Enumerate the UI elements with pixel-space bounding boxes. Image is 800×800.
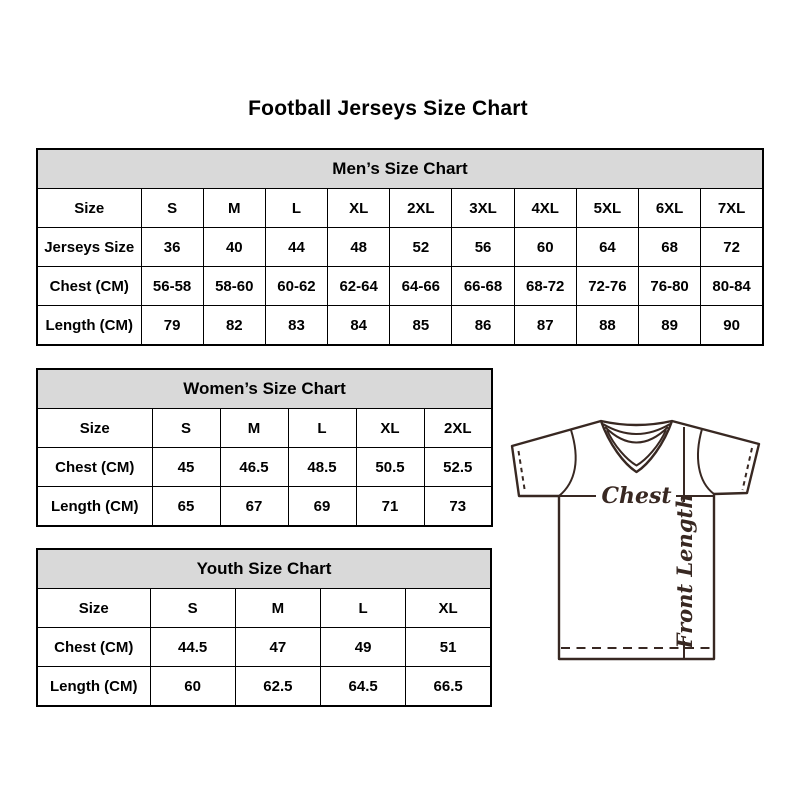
size-cell: 5XL <box>576 189 638 228</box>
womens-table-header: Women’s Size Chart <box>37 369 492 409</box>
left-sleeve-seam <box>559 430 576 496</box>
row-label: Size <box>37 189 141 228</box>
right-cuff-dashed-line <box>743 448 753 490</box>
table-row <box>37 409 492 448</box>
right-sleeve-seam <box>698 429 714 494</box>
size-cell: 58-60 <box>203 267 265 306</box>
front-length-label: Front Length <box>672 493 697 649</box>
size-cell: 76-80 <box>639 267 701 306</box>
size-cell: 62-64 <box>328 267 390 306</box>
size-cell: 3XL <box>452 189 514 228</box>
size-cell: 68 <box>639 228 701 267</box>
size-cell: XL <box>328 189 390 228</box>
size-cell: 47 <box>235 628 320 667</box>
left-cuff-dashed-line <box>519 451 526 492</box>
size-cell: 64-66 <box>390 267 452 306</box>
size-cell: 60 <box>150 667 235 707</box>
chest-label: Chest <box>601 483 672 509</box>
size-cell: 60-62 <box>265 267 327 306</box>
size-cell: 65 <box>152 487 220 527</box>
size-cell: 40 <box>203 228 265 267</box>
row-label: Size <box>37 589 150 628</box>
size-cell: 86 <box>452 306 514 346</box>
size-cell: 6XL <box>639 189 701 228</box>
size-cell: 60 <box>514 228 576 267</box>
size-cell: XL <box>406 589 491 628</box>
youth-table-header: Youth Size Chart <box>37 549 491 589</box>
size-cell: 88 <box>576 306 638 346</box>
table-row <box>37 589 491 628</box>
table-row <box>37 189 763 228</box>
mens-table-header: Men’s Size Chart <box>37 149 763 189</box>
row-label: Chest (CM) <box>37 267 141 306</box>
size-cell: 2XL <box>390 189 452 228</box>
size-cell: S <box>152 409 220 448</box>
table-row <box>37 667 491 707</box>
size-cell: 82 <box>203 306 265 346</box>
row-label: Size <box>37 409 152 448</box>
size-cell: 50.5 <box>356 448 424 487</box>
size-cell: 84 <box>328 306 390 346</box>
size-cell: 83 <box>265 306 327 346</box>
size-cell: 80-84 <box>701 267 763 306</box>
size-cell: 46.5 <box>220 448 288 487</box>
size-cell: L <box>288 409 356 448</box>
table-row <box>37 487 492 527</box>
size-cell: 7XL <box>701 189 763 228</box>
size-cell: 87 <box>514 306 576 346</box>
page-title: Football Jerseys Size Chart <box>248 97 528 120</box>
size-cell: 52 <box>390 228 452 267</box>
size-cell: 2XL <box>424 409 492 448</box>
mens-size-table <box>36 148 764 346</box>
size-cell: 71 <box>356 487 424 527</box>
size-cell: 48 <box>328 228 390 267</box>
size-cell: 66.5 <box>406 667 491 707</box>
size-cell: 4XL <box>514 189 576 228</box>
size-cell: 85 <box>390 306 452 346</box>
table-row <box>37 448 492 487</box>
size-cell: S <box>141 189 203 228</box>
size-cell: 67 <box>220 487 288 527</box>
size-cell: L <box>265 189 327 228</box>
youth-size-table <box>36 548 492 707</box>
size-cell: 68-72 <box>514 267 576 306</box>
size-cell: S <box>150 589 235 628</box>
row-label: Jerseys Size <box>37 228 141 267</box>
size-cell: 69 <box>288 487 356 527</box>
size-cell: 90 <box>701 306 763 346</box>
womens-size-table <box>36 368 493 527</box>
size-cell: XL <box>356 409 424 448</box>
table-row <box>37 228 763 267</box>
size-cell: 44 <box>265 228 327 267</box>
size-cell: 36 <box>141 228 203 267</box>
row-label: Chest (CM) <box>37 628 150 667</box>
size-cell: 51 <box>406 628 491 667</box>
size-cell: 52.5 <box>424 448 492 487</box>
row-label: Length (CM) <box>37 306 141 346</box>
table-row <box>37 306 763 346</box>
size-cell: 56-58 <box>141 267 203 306</box>
size-cell: 79 <box>141 306 203 346</box>
size-cell: 44.5 <box>150 628 235 667</box>
size-cell: 72-76 <box>576 267 638 306</box>
table-row <box>37 267 763 306</box>
row-label: Length (CM) <box>37 487 152 527</box>
size-cell: 72 <box>701 228 763 267</box>
row-label: Length (CM) <box>37 667 150 707</box>
table-row <box>37 628 491 667</box>
jersey-diagram <box>497 401 770 674</box>
size-cell: M <box>220 409 288 448</box>
size-cell: M <box>203 189 265 228</box>
size-cell: 66-68 <box>452 267 514 306</box>
size-cell: 89 <box>639 306 701 346</box>
size-cell: 64 <box>576 228 638 267</box>
size-cell: 49 <box>321 628 406 667</box>
size-cell: 56 <box>452 228 514 267</box>
size-cell: 64.5 <box>321 667 406 707</box>
size-cell: 45 <box>152 448 220 487</box>
jersey-outline <box>512 421 759 659</box>
size-cell: 48.5 <box>288 448 356 487</box>
size-cell: 73 <box>424 487 492 527</box>
size-cell: M <box>235 589 320 628</box>
size-cell: 62.5 <box>235 667 320 707</box>
row-label: Chest (CM) <box>37 448 152 487</box>
size-cell: L <box>321 589 406 628</box>
